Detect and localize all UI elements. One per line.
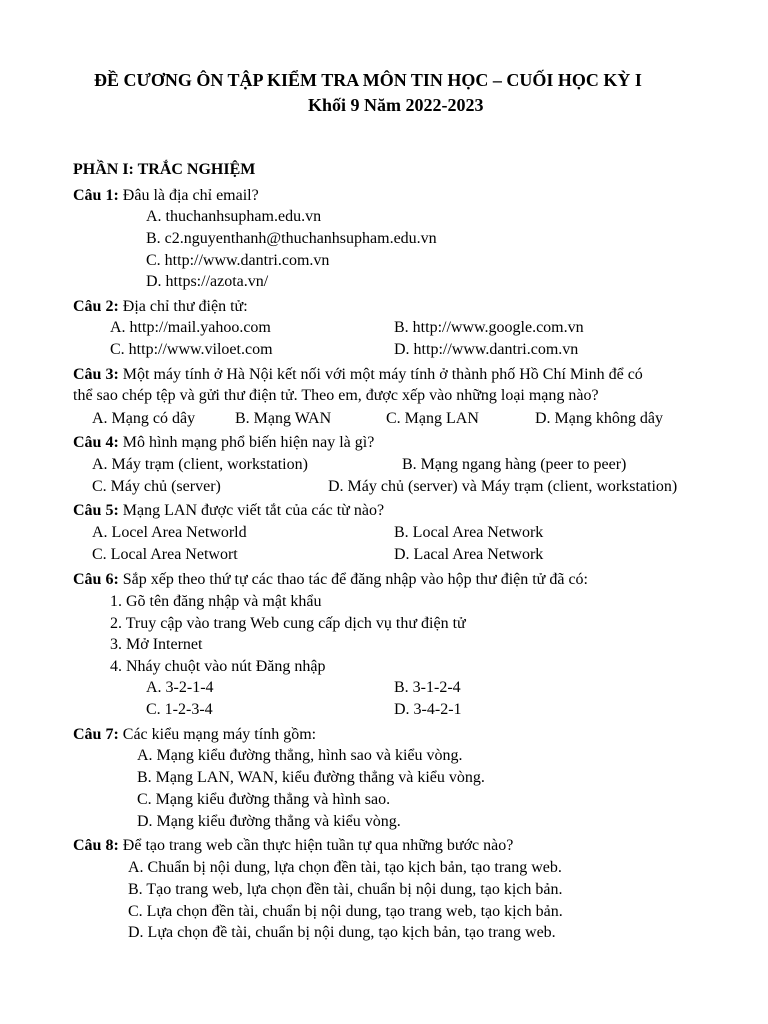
option-c: C. Máy chủ (server) [92, 478, 221, 495]
option-b: B. Local Area Network [394, 524, 544, 541]
option-a: A. 3-2-1-4 [146, 679, 214, 696]
question-label: Câu 7: [73, 726, 119, 743]
question-3-continued: thể sao chép tệp và gửi thư điện tử. Theo em, được xếp vào những loại mạng nào? [73, 387, 599, 404]
option-c: C. Lựa chọn đền tài, chuẩn bị nội dung, tạo trang web, tạo kịch bản. [128, 903, 563, 920]
question-text: Địa chỉ thư điện tử: [122, 298, 248, 315]
option-b: B. Mạng ngang hàng (peer to peer) [402, 456, 627, 473]
question-label: Câu 2: [73, 298, 119, 315]
question-text: Sắp xếp theo thứ tự các thao tác để đăng nhập vào hộp thư điện tử đã có: [122, 571, 588, 588]
option-b: B. Mạng LAN, WAN, kiểu đường thẳng và kiểu vòng. [137, 769, 485, 786]
option-a: A. Chuẩn bị nội dung, lựa chọn đền tài, tạo kịch bản, tạo trang web. [128, 859, 562, 876]
option-a: A. Locel Area Networld [92, 524, 247, 541]
step-3: 3. Mở Internet [110, 636, 203, 653]
question-2 [73, 297, 248, 317]
option-d: D. 3-4-2-1 [394, 701, 462, 718]
option-c: C. Mạng kiểu đường thẳng và hình sao. [137, 791, 391, 808]
option-c: C. Local Area Networt [92, 546, 238, 563]
option-a: A. thuchanhsupham.edu.vn [146, 208, 322, 225]
option-d: D. Lacal Area Network [394, 546, 544, 563]
option-b: B. http://www.google.com.vn [394, 319, 584, 336]
question-3 [73, 365, 643, 385]
question-label: Câu 8: [73, 837, 119, 854]
option-a: A. Mạng có dây [92, 410, 196, 427]
option-b: B. Tạo trang web, lựa chọn đền tài, chuẩn bị nội dung, tạo kịch bản. [128, 881, 563, 898]
question-text: Một máy tính ở Hà Nội kết nối với một máy tính ở thành phố Hồ Chí Minh để có [122, 366, 643, 383]
option-a: A. Máy trạm (client, workstation) [92, 456, 308, 473]
question-8 [73, 836, 513, 856]
option-d: D. Máy chủ (server) và Máy trạm (client, workstation) [328, 478, 678, 495]
option-d: D. Mạng không dây [535, 410, 663, 427]
option-c: C. 1-2-3-4 [146, 701, 213, 718]
question-text: Đâu là địa chỉ email? [122, 187, 259, 204]
question-label: Câu 4: [73, 434, 119, 451]
question-label: Câu 6: [73, 571, 119, 588]
question-label: Câu 1: [73, 187, 119, 204]
question-text: Để tạo trang web cần thực hiện tuần tự qua những bước nào? [122, 837, 514, 854]
option-d: D. http://www.dantri.com.vn [394, 341, 579, 358]
option-a: A. http://mail.yahoo.com [110, 319, 271, 336]
question-1 [73, 186, 259, 206]
question-text: Mô hình mạng phổ biến hiện nay là gì? [122, 434, 375, 451]
option-c: C. http://www.dantri.com.vn [146, 252, 330, 269]
question-label: Câu 3: [73, 366, 119, 383]
question-label: Câu 5: [73, 502, 119, 519]
option-a: A. Mạng kiểu đường thẳng, hình sao và kiểu vòng. [137, 747, 463, 764]
option-b: B. c2.nguyenthanh@thuchanhsupham.edu.vn [146, 230, 437, 247]
option-c: C. Mạng LAN [386, 410, 479, 427]
option-b: B. Mạng WAN [235, 410, 332, 427]
document-subtitle: Khối 9 Năm 2022-2023 [308, 95, 484, 115]
option-b: B. 3-1-2-4 [394, 679, 461, 696]
option-d: D. Mạng kiểu đường thẳng và kiểu vòng. [137, 813, 401, 830]
step-2: 2. Truy cập vào trang Web cung cấp dịch vụ thư điện tử [110, 615, 466, 632]
option-d: D. https://azota.vn/ [146, 273, 269, 290]
step-4: 4. Nháy chuột vào nút Đăng nhập [110, 658, 326, 675]
option-c: C. http://www.viloet.com [110, 341, 273, 358]
section-heading: PHẦN I: TRẮC NGHIỆM [73, 161, 256, 178]
question-text: Các kiểu mạng máy tính gồm: [122, 726, 317, 743]
question-6 [73, 570, 588, 590]
option-d: D. Lựa chọn đề tài, chuẩn bị nội dung, tạo kịch bản, tạo trang web. [128, 924, 556, 941]
question-text: Mạng LAN được viết tắt của các từ nào? [122, 502, 385, 519]
step-1: 1. Gõ tên đăng nhập và mật khẩu [110, 593, 322, 610]
question-7 [73, 725, 316, 745]
question-5 [73, 501, 384, 521]
document-title: ĐỀ CƯƠNG ÔN TẬP KIỂM TRA MÔN TIN HỌC – CUỐI HỌC KỲ I [94, 70, 642, 90]
question-4 [73, 433, 374, 453]
